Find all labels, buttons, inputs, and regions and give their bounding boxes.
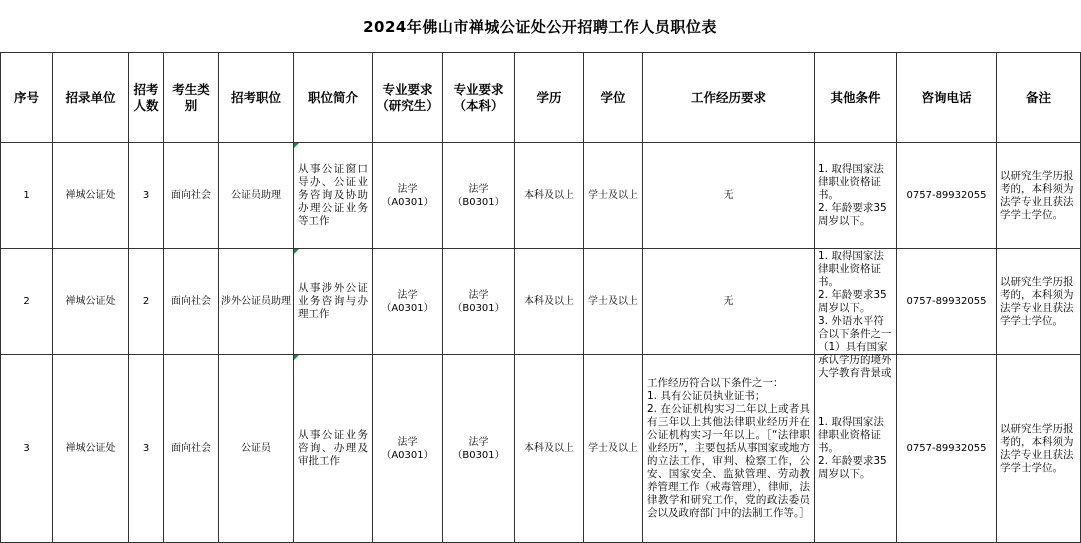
header-type[interactable]: 考生类 别 (164, 53, 219, 143)
cell-unit[interactable]: 禅城公证处 (53, 355, 129, 543)
cell-intro[interactable]: 从事公证业务咨询、办理及审批工作 (294, 355, 373, 543)
cell-seq[interactable]: 2 (1, 249, 53, 355)
cell-intro[interactable]: 从事涉外公证业务咨询与办理工作 (294, 249, 373, 355)
cell-note[interactable]: 以研究生学历报考的，本科须为法学专业且获法学学士学位。 (997, 249, 1081, 355)
table-row (1, 249, 1081, 355)
cell-ug-major[interactable]: 法学 （B0301） (443, 249, 515, 355)
cell-ug-major[interactable]: 法学 （B0301） (443, 143, 515, 249)
cell-degree[interactable]: 学士及以上 (584, 249, 643, 355)
cell-intro[interactable]: 从事公证窗口导办、公证业务咨询及协助办理公证业务等工作 (294, 143, 373, 249)
cell-grad-major[interactable]: 法学 （A0301） (373, 355, 443, 543)
header-position[interactable]: 招考职位 (219, 53, 294, 143)
table-row (1, 143, 1081, 249)
cell-degree[interactable]: 学士及以上 (584, 143, 643, 249)
cell-degree[interactable]: 学士及以上 (584, 355, 643, 543)
cell-edu[interactable]: 本科及以上 (515, 249, 584, 355)
cell-position[interactable]: 公证员助理 (219, 143, 294, 249)
cell-other[interactable]: 1. 取得国家法律职业资格证书。 2. 年龄要求35周岁以下。 (815, 355, 897, 543)
cell-ug-major[interactable]: 法学 （B0301） (443, 355, 515, 543)
cell-grad-major[interactable]: 法学 （A0301） (373, 249, 443, 355)
cell-num[interactable]: 2 (129, 249, 164, 355)
cell-position[interactable]: 公证员 (219, 355, 294, 543)
cell-edu[interactable]: 本科及以上 (515, 143, 584, 249)
header-ug-major[interactable]: 专业要求 （本科） (443, 53, 515, 143)
header-grad-major[interactable]: 专业要求 （研究生） (373, 53, 443, 143)
header-seq[interactable]: 序号 (1, 53, 53, 143)
cell-seq[interactable]: 1 (1, 143, 53, 249)
header-num[interactable]: 招考 人数 (129, 53, 164, 143)
cell-phone[interactable]: 0757-89932055 (897, 143, 997, 249)
cell-phone[interactable]: 0757-89932055 (897, 355, 997, 543)
cell-num[interactable]: 3 (129, 355, 164, 543)
table-row (1, 355, 1081, 543)
cell-seq[interactable]: 3 (1, 355, 53, 543)
header-degree[interactable]: 学位 (584, 53, 643, 143)
cell-grad-major[interactable]: 法学 （A0301） (373, 143, 443, 249)
page-title: 2024年佛山市禅城公证处公开招聘工作人员职位表 (363, 18, 717, 36)
header-exp[interactable]: 工作经历要求 (643, 53, 815, 143)
header-other[interactable]: 其他条件 (815, 53, 897, 143)
cell-unit[interactable]: 禅城公证处 (53, 249, 129, 355)
cell-num[interactable]: 3 (129, 143, 164, 249)
cell-unit[interactable]: 禅城公证处 (53, 143, 129, 249)
cell-type[interactable]: 面向社会 (164, 249, 219, 355)
cell-exp[interactable]: 无 (643, 143, 815, 249)
cell-other[interactable] (815, 249, 897, 379)
header-intro[interactable]: 职位简介 (294, 53, 373, 143)
cell-exp[interactable]: 无 (643, 249, 815, 355)
table-header-row (1, 53, 1081, 143)
cell-note[interactable]: 以研究生学历报考的，本科须为法学专业且获法学学士学位。 (997, 355, 1081, 543)
header-unit[interactable]: 招录单位 (53, 53, 129, 143)
cell-position[interactable]: 涉外公证员助理 (219, 249, 294, 355)
cell-exp[interactable]: 工作经历符合以下条件之一： 1. 具有公证员执业证书； 2. 在公证机构实习二年以上或者具有三年以上其他法律职业经历并在公证机构实习一年以上。［“法律职业经历”，主要包括从事国家或地方的立法工作，审判、检察工作，公安、国家安全、监狱管理、劳动教养管理工作（戒毒管理），律师，法律教学和研究工作，党的政法委员会以及政府部门中的法制工作等。］ (643, 355, 815, 543)
header-edu[interactable]: 学历 (515, 53, 584, 143)
cell-other[interactable]: 1. 取得国家法律职业资格证书。 2. 年龄要求35周岁以下。 (815, 143, 897, 249)
cell-note[interactable]: 以研究生学历报考的，本科须为法学专业且获法学学士学位。 (997, 143, 1081, 249)
header-phone[interactable]: 咨询电话 (897, 53, 997, 143)
header-note[interactable]: 备注 (997, 53, 1081, 143)
cell-phone[interactable]: 0757-89932055 (897, 249, 997, 355)
positions-table (0, 52, 1081, 543)
cell-edu[interactable]: 本科及以上 (515, 355, 584, 543)
cell-other-text: 1. 取得国家法律职业资格证书。 2. 年龄要求35周岁以下。 3. 外语水平符合以下条件之一 （1）具有国家承认学历的境外大学教育背景或 (818, 250, 892, 379)
cell-type[interactable]: 面向社会 (164, 143, 219, 249)
cell-type[interactable]: 面向社会 (164, 355, 219, 543)
